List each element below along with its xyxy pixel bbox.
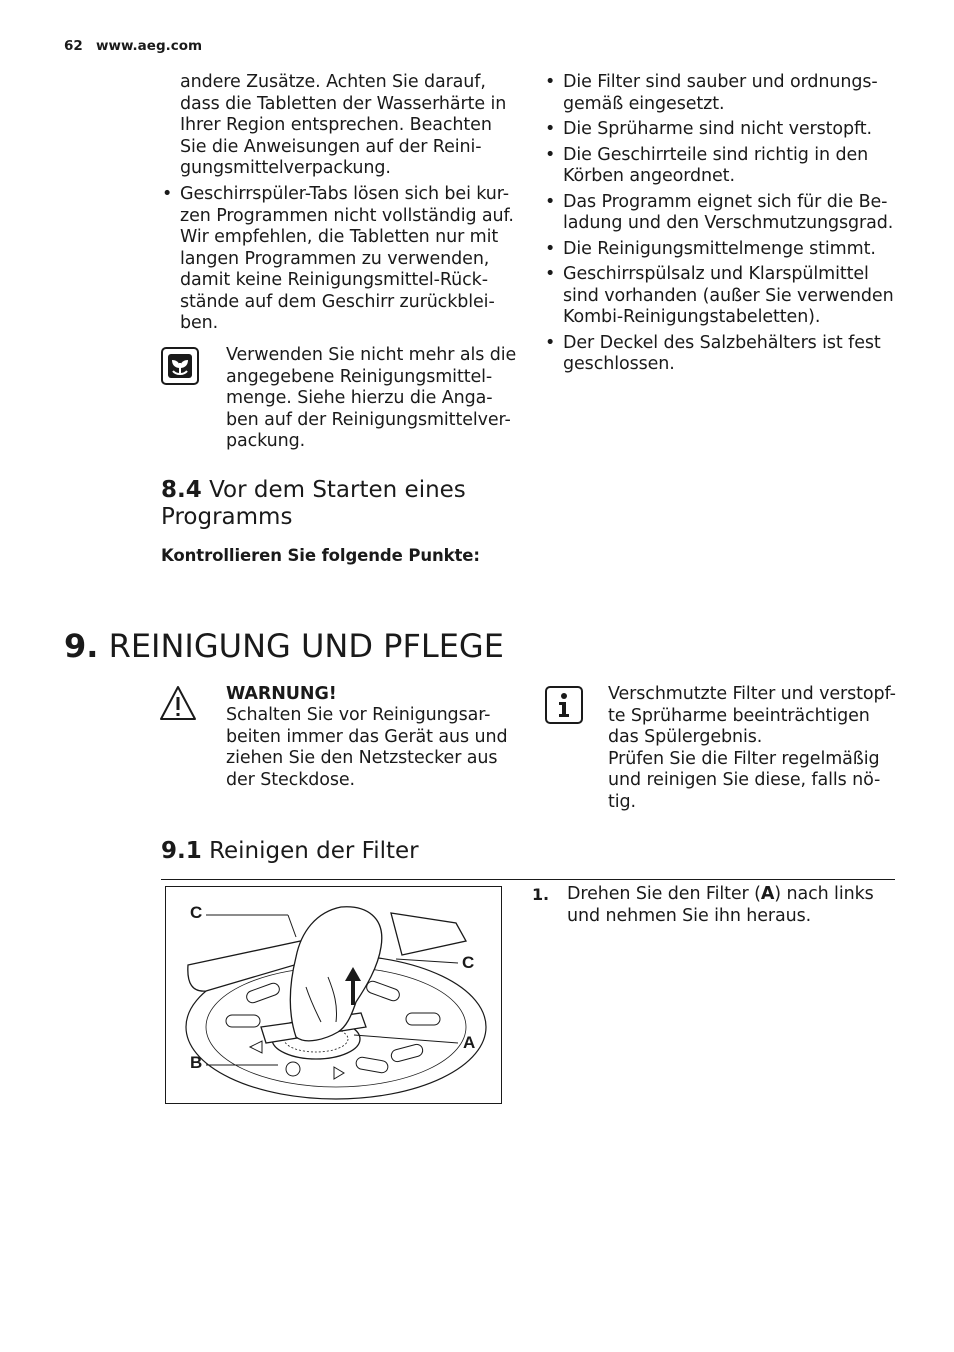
- info-icon: [545, 686, 583, 724]
- checklist-item: • Der Deckel des Salzbehälters ist fest geschlossen.: [545, 333, 897, 376]
- warning-triangle-icon: [158, 684, 198, 722]
- warning-text: Schalten Sie vor Reinigungsar-beiten immer das Gerät aus und ziehen Sie den Netzstecker aus der Steckdose.: [226, 705, 508, 790]
- figure-label-b: B: [190, 1053, 203, 1072]
- section-8-4-heading: [161, 477, 501, 531]
- checklist-item: • Die Geschirrteile sind richtig in den Körben angeordnet.: [545, 145, 897, 188]
- warning-title: WARNUNG!: [226, 684, 337, 704]
- step-1-text-post: ) nach links und nehmen Sie ihn heraus.: [567, 884, 874, 926]
- step-1-text-pre: Drehen Sie den Filter (: [567, 884, 761, 904]
- section-divider: [161, 879, 895, 880]
- intro-bullet-item: • Geschirrspüler-Tabs lösen sich bei kur-zen Programmen nicht vollständig auf. Wir empfehlen, die Tabletten nur mit langen Programmen zu verwenden, damit keine Reinigungsmittel-Rück-stände auf dem Geschirr zurückblei-ben.: [162, 184, 518, 335]
- section-9-title: REINIGUNG UND PFLEGE: [108, 627, 504, 665]
- section-9-1-number: 9.1: [161, 838, 202, 864]
- step-1-text: [567, 884, 887, 927]
- checklist-item: • Die Filter sind sauber und ordnungs-gemäß eingesetzt.: [545, 72, 897, 115]
- header-url: www.aeg.com: [96, 38, 203, 54]
- section-8-4-number: 8.4: [161, 477, 202, 503]
- section-9-number: 9.: [64, 627, 99, 665]
- intro-continuation: andere Zusätze. Achten Sie darauf, dass die Tabletten der Wasserhärte in Ihrer Region entsprechen. Beachten Sie die Anweisungen auf der Reini-gungsmittelverpackung.: [180, 72, 507, 178]
- page-number: 62: [64, 38, 83, 54]
- step-1-text-bold: A: [760, 884, 775, 904]
- section-8-4-subtitle: Kontrollieren Sie folgende Punkte:: [161, 546, 480, 565]
- checklist: [545, 72, 897, 380]
- figure-label-c-right: C: [462, 953, 475, 972]
- filter-illustration: [165, 886, 502, 1104]
- section-8-4-title: Vor dem Starten eines Programms: [161, 477, 466, 530]
- environment-icon: [161, 347, 199, 385]
- environment-note-text: Verwenden Sie nicht mehr als die angegebene Reinigungsmittel-menge. Siehe hierzu die Anga-ben auf der Reinigungsmittelver-packung.: [226, 345, 517, 451]
- checklist-item: • Die Reinigungsmittelmenge stimmt.: [545, 239, 897, 261]
- checklist-item: • Das Programm eignet sich für die Be-ladung und den Verschmutzungsgrad.: [545, 192, 897, 235]
- figure-label-c-top: C: [190, 903, 203, 922]
- step-1-number: 1.: [532, 885, 550, 904]
- info-text-line2: Prüfen Sie die Filter regelmäßig und reinigen Sie diese, falls nö-tig.: [608, 748, 881, 812]
- section-9-1-heading: [161, 838, 419, 865]
- section-9-1-title: Reinigen der Filter: [209, 838, 419, 864]
- figure-label-a: A: [463, 1033, 476, 1052]
- section-9-heading: [64, 627, 504, 665]
- info-text: [608, 684, 898, 813]
- checklist-item: • Geschirrspülsalz und Klarspülmittel sind vorhanden (außer Sie verwenden Kombi-Reinigungstabeletten).: [545, 264, 897, 329]
- intro-bullet-list: [162, 184, 518, 339]
- info-text-line1: Verschmutzte Filter und verstopf-te Sprüharme beeinträchtigen das Spülergebnis.: [608, 684, 896, 747]
- checklist-item: • Die Sprüharme sind nicht verstopft.: [545, 119, 897, 141]
- filter-drawing: [166, 887, 501, 1103]
